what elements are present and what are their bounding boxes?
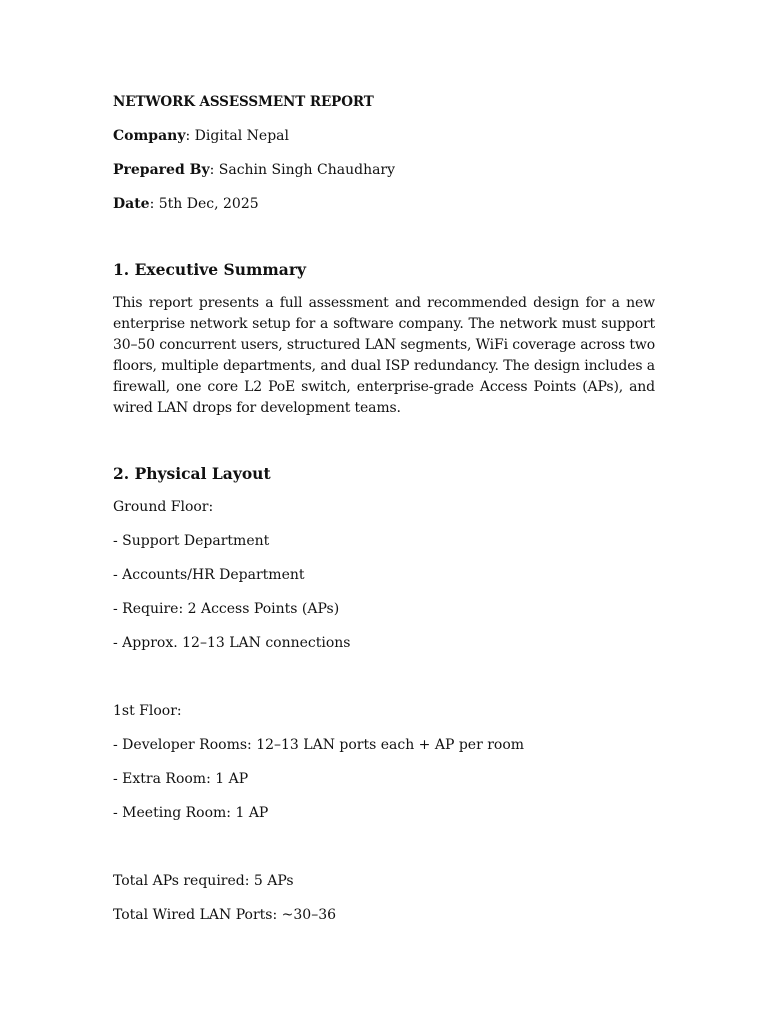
list-item: - Require: 2 Access Points (APs)	[113, 601, 340, 617]
list-item: - Meeting Room: 1 AP	[113, 805, 269, 821]
list-item: - Extra Room: 1 AP	[113, 771, 249, 787]
date-label: Date	[113, 196, 150, 212]
prepared-by-value: : Sachin Singh Chaudhary	[209, 162, 396, 178]
spacer	[113, 667, 655, 701]
spacer	[113, 485, 655, 497]
date-field	[113, 194, 655, 214]
total-lan-line: Total Wired LAN Ports: ~30–36	[113, 907, 337, 923]
spacer	[113, 837, 655, 871]
prepared-by-field	[113, 160, 655, 180]
first-floor-label: 1st Floor:	[113, 703, 182, 719]
section-1-heading: 1. Executive Summary	[113, 260, 306, 279]
report-title: NETWORK ASSESSMENT REPORT	[113, 94, 374, 110]
date-value: : 5th Dec, 2025	[149, 196, 259, 212]
total-aps-line: Total APs required: 5 APs	[113, 873, 294, 889]
prepared-by-label: Prepared By	[113, 162, 210, 178]
list-item: - Support Department	[113, 533, 270, 549]
spacer	[113, 228, 655, 259]
section-2-heading: 2. Physical Layout	[113, 464, 271, 483]
executive-summary-paragraph: This report presents a full assessment and recommended design for a new enterprise network setup for a software company. The network must support 30–50 concurrent users, structured LAN segments, WiFi coverage across two floors, multiple departments, and dual ISP redundancy. The design includes a firewall, one core L2 PoE switch, enterprise-grade Access Points (APs), and wired LAN drops for development teams.	[113, 295, 655, 416]
list-item: - Developer Rooms: 12–13 LAN ports each + AP per room	[113, 737, 525, 753]
document-page	[113, 92, 655, 939]
spacer	[113, 281, 655, 293]
list-item: - Accounts/HR Department	[113, 567, 305, 583]
spacer	[113, 419, 655, 463]
company-value: : Digital Nepal	[185, 128, 289, 144]
company-label: Company	[113, 128, 186, 144]
list-item: - Approx. 12–13 LAN connections	[113, 635, 351, 651]
company-field	[113, 126, 655, 146]
ground-floor-label: Ground Floor:	[113, 499, 214, 515]
